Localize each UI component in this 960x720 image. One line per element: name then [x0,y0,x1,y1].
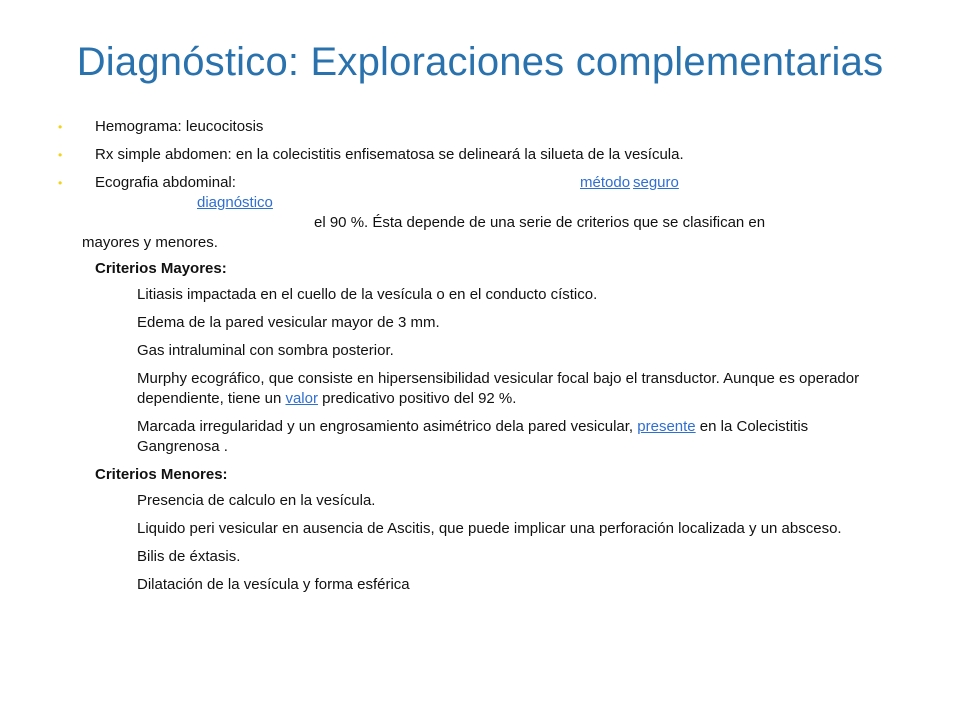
list-item: Litiasis impactada en el cuello de la vesícula o en el conducto cístico. [137,286,598,303]
criterios-mayores-heading: Criterios Mayores: [95,260,227,277]
bullet-dot: • [58,120,63,134]
list-item: Edema de la pared vesicular mayor de 3 mm. [137,314,440,331]
item-text: Murphy ecográfico, que consiste en hipersensibilidad vesicular focal bajo el transductor. Aunque es operador dependiente, tiene un [137,370,860,407]
link-valor[interactable]: valor [285,390,318,407]
item-text: en la Colecistitis Gangrenosa . [137,418,809,455]
list-item: Dilatación de la vesícula y forma esférica [137,576,410,593]
bullet-hemograma [58,117,882,137]
link-diagnostico[interactable]: diagnóstico [197,194,273,211]
list-item: Presencia de calculo en la vesícula. [137,492,376,509]
link-seguro[interactable]: seguro [633,174,679,191]
list-item [137,417,882,457]
bullet-ecografia [58,173,882,253]
criterios-menores-heading: Criterios Menores: [95,466,228,483]
bullet-dot: • [58,176,63,190]
list-item [137,369,882,409]
list-item: Bilis de éxtasis. [137,548,241,565]
slide-title: Diagnóstico: Exploraciones complementarias [76,40,884,84]
item-text: Marcada irregularidad y un engrosamiento asimétrico dela pared vesicular, [137,418,638,435]
bullet-text: Rx simple abdomen: en la colecistitis enfisematosa se delineará la silueta de la vesícula. [95,146,684,163]
bullet-label: Ecografia abdominal: [95,174,236,191]
bullet-text-continued: mayores y menores. [82,234,218,251]
item-text: predicativo positivo del 92 %. [317,390,517,407]
list-item: Liquido peri vesicular en ausencia de Ascitis, que puede implicar una perforación localizada y un absceso. [137,520,842,537]
link-metodo[interactable]: método [580,174,631,191]
bullet-text: el 90 %. Ésta depende de una serie de criterios que se clasifican en [314,214,766,231]
bullet-text: Hemograma: leucocitosis [95,118,264,135]
bullet-rx [58,145,882,165]
list-item: Gas intraluminal con sombra posterior. [137,342,394,359]
slide-content [58,117,882,603]
link-presente[interactable]: presente [637,418,696,435]
bullet-dot: • [58,148,63,162]
